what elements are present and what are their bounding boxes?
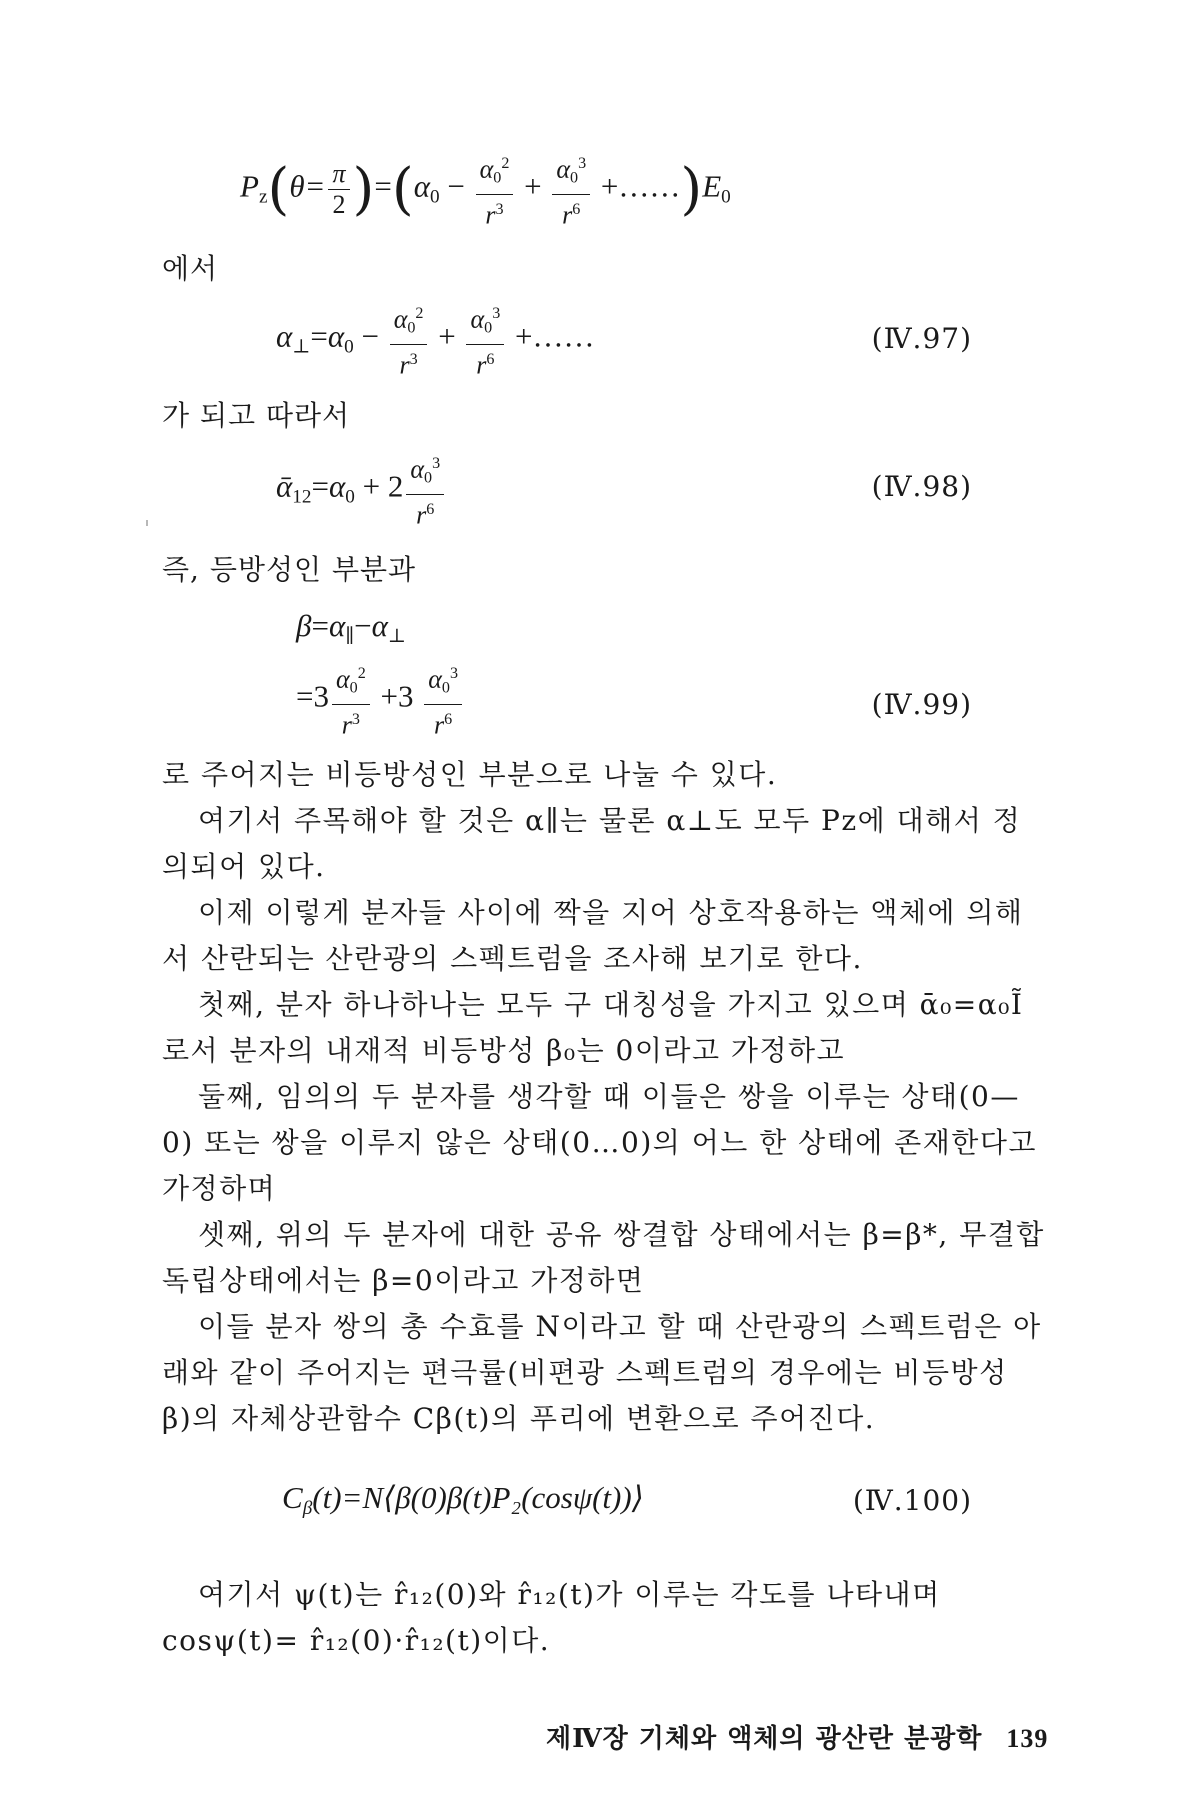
margin-mark <box>146 520 148 526</box>
paragraph-2: 여기서 주목해야 할 것은 α∥는 물론 α⊥도 모두 Pz에 대해서 정의되어 있다. <box>162 804 1022 883</box>
page-footer <box>546 1718 1048 1755</box>
equation-number-99: (Ⅳ.99) <box>871 688 972 721</box>
page-number: 139 <box>1006 1724 1049 1753</box>
paragraph-3: 이제 이렇게 분자들 사이에 짝을 지어 상호작용하는 액체에 의해서 산란되는 산란광의 스펙트럼을 조사해 보기로 한다. <box>162 896 1024 975</box>
equation-iv100: $C_\beta(t)=N⟨\beta(0)\beta(t)P_2(\cos\psi(t))⟩$ <box>282 1480 644 1519</box>
text-esseo: 에서 <box>162 252 219 285</box>
equation-number-97: (Ⅳ.97) <box>871 322 972 355</box>
text-ga-doego: 가 되고 따라서 <box>162 399 351 432</box>
paragraph-6: 셋째, 위의 두 분자에 대한 공유 쌍결합 상태에서는 β=β*, 무결합 독립상태에서는 β=0이라고 가정하면 <box>162 1218 1045 1297</box>
paragraph-5: 둘째, 임의의 두 분자를 생각할 때 이들은 쌍을 이루는 상태(0—0) 또는 쌍을 이루지 않은 상태(0…0)의 어느 한 상태에 존재한다고 가정하며 <box>162 1080 1037 1205</box>
paragraph-7: 이들 분자 쌍의 총 수효를 N이라고 할 때 산란광의 스펙트럼은 아래와 같이 주어지는 편극률(비편광 스펙트럼의 경우에는 비등방성 β)의 자체상관함수 Cβ(t)의 푸리에 변환으로 주어진다. <box>162 1310 1042 1435</box>
equation-number-100: (Ⅳ.100) <box>852 1484 972 1517</box>
equation-pz: $P_z(\theta=$ $\frac{\pi}{2}$ )$=(\alpha_0$ − $\frac{\alpha_0^2}{r^3}$ + $\frac{\alpha_0^3}{r^6}$ $+\dots\dots)E_0$ <box>240 150 731 229</box>
equation-iv99-line1: $\beta=\alpha_\parallel-\alpha_\perp$ <box>296 608 406 647</box>
equation-iv97: $\alpha_\perp=\alpha_0$ − $\frac{\alpha_0^2}{r^3}$ + $\frac{\alpha_0^3}{r^6}$ +…… <box>276 300 594 379</box>
chapter-title: 제Ⅳ장 기체와 액체의 광산란 분광학 <box>546 1724 983 1754</box>
paragraph-4: 첫째, 분자 하나하나는 모두 구 대칭성을 가지고 있으며 ᾱ₀=α₀Ĩ 로서 분자의 내재적 비등방성 β₀는 0이라고 가정하고 <box>162 988 1024 1067</box>
equation-iv98: $ᾱ_{12}=\alpha_0 + 2$ $\frac{\alpha_0^3}{r^6}$ <box>276 450 447 529</box>
equation-number-98: (Ⅳ.98) <box>871 470 972 503</box>
paragraph-8: 여기서 ψ(t)는 r̂₁₂(0)와 r̂₁₂(t)가 이루는 각도를 나타내며 cosψ(t)= r̂₁₂(0)·r̂₁₂(t)이다. <box>162 1578 941 1657</box>
equation-iv99-line2: =3 $\frac{\alpha_0^2}{r^3}$ +3 $\frac{\alpha_0^3}{r^6}$ <box>296 660 465 739</box>
paragraph-1: 로 주어지는 비등방성인 부분으로 나눌 수 있다. <box>162 758 778 791</box>
text-jeuk: 즉, 등방성인 부분과 <box>162 553 417 586</box>
